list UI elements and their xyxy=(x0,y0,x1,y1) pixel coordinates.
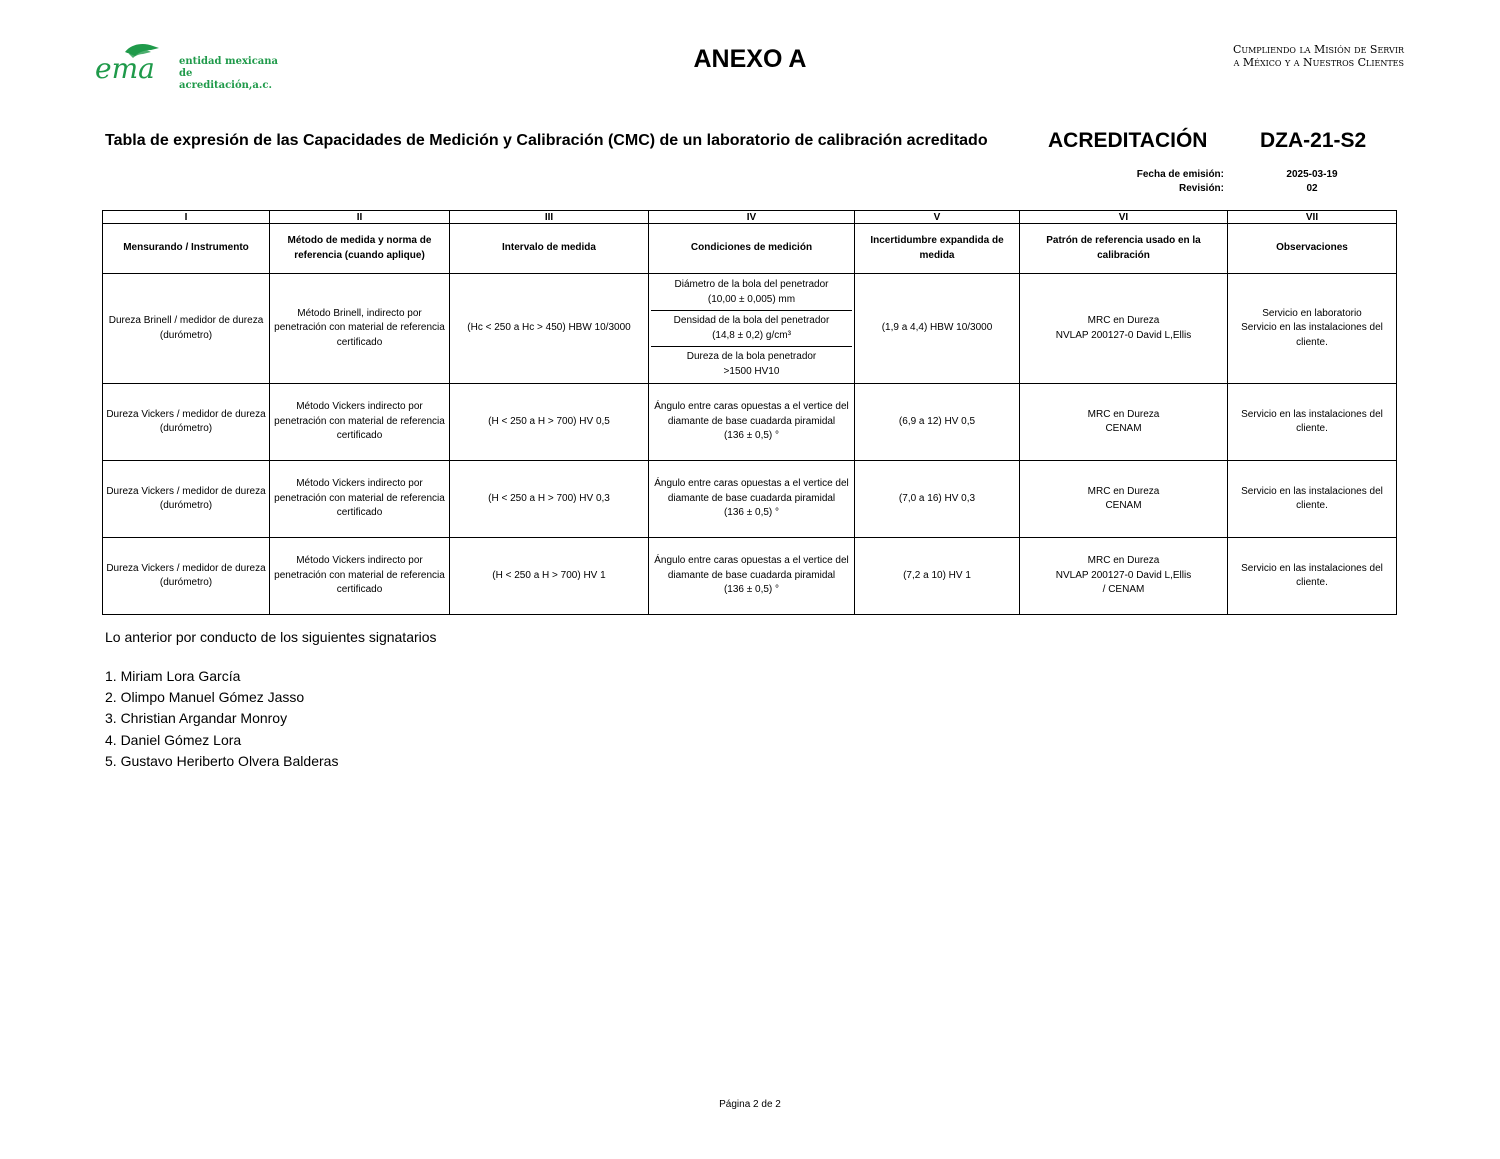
signatory-item: 1. Miriam Lora García xyxy=(105,668,241,684)
range-cell: (H < 250 a H > 700) HV 0,5 xyxy=(450,384,649,461)
conditions-cell: Ángulo entre caras opuestas a el vertice del diamante de base cuadarda piramidal (136 ± 0,5) ° xyxy=(649,461,855,538)
uncertainty-cell: (7,0 a 16) HV 0,3 xyxy=(855,461,1020,538)
signatory-item: 4. Daniel Gómez Lora xyxy=(105,731,242,748)
column-number: VI xyxy=(1020,211,1228,224)
column-number: VII xyxy=(1228,211,1397,224)
range-cell: (Hc < 250 a Hc > 450) HBW 10/3000 xyxy=(450,274,649,384)
issue-date-label: Fecha de emisión: xyxy=(1136,169,1224,180)
column-number: IV xyxy=(649,211,855,224)
logo-line-1: entidad mexicana xyxy=(179,56,279,67)
standard-cell: MRC en Dureza CENAM xyxy=(1020,384,1228,461)
method-cell: Método Vickers indirecto por penetración con material de referencia certificado xyxy=(270,384,450,461)
issue-date: 2025-03-19 xyxy=(1286,169,1338,180)
instrument-cell: Dureza Vickers / medidor de dureza (durómetro) xyxy=(103,461,270,538)
column-header: Mensurando / Instrumento xyxy=(103,224,270,274)
column-header: Intervalo de medida xyxy=(450,224,649,274)
standard-cell: MRC en Dureza NVLAP 200127-0 David L,Ellis / CENAM xyxy=(1020,538,1228,615)
instrument-cell: Dureza Brinell / medidor de dureza (durómetro) xyxy=(103,274,270,384)
page-number: Página 2 de 2 xyxy=(719,1099,781,1110)
notes-cell: Servicio en laboratorio Servicio en las instalaciones del cliente. xyxy=(1228,274,1397,384)
range-cell: (H < 250 a H > 700) HV 1 xyxy=(450,538,649,615)
instrument-cell: Dureza Vickers / medidor de dureza (durómetro) xyxy=(103,538,270,615)
method-cell: Método Vickers indirecto por penetración con material de referencia certificado xyxy=(270,538,450,615)
signatory-item: 3. Christian Argandar Monroy xyxy=(105,710,288,727)
column-number: III xyxy=(450,211,649,224)
notes-cell: Servicio en las instalaciones del cliente. xyxy=(1228,538,1397,615)
uncertainty-cell: (6,9 a 12) HV 0,5 xyxy=(855,384,1020,461)
conditions-cell: Ángulo entre caras opuestas a el vertice del diamante de base cuadarda piramidal (136 ± 0,5) ° xyxy=(649,384,855,461)
tagline xyxy=(1233,43,1404,69)
column-number: V xyxy=(855,211,1020,224)
conditions-cell: Ángulo entre caras opuestas a el vertice del diamante de base cuadarda piramidal (136 ± 0,5) ° xyxy=(649,538,855,615)
column-header: Método de medida y norma de referencia (cuando aplique) xyxy=(270,224,450,274)
document-title: Tabla de expresión de las Capacidades de Medición y Calibración (CMC) de un laboratorio de calibración acreditado xyxy=(105,132,988,149)
standard-cell: MRC en Dureza NVLAP 200127-0 David L,Ellis xyxy=(1020,274,1228,384)
uncertainty-cell: (7,2 a 10) HV 1 xyxy=(855,538,1020,615)
column-number: I xyxy=(103,211,270,224)
signatory-item: 5. Gustavo Heriberto Olvera Balderas xyxy=(105,752,339,769)
logo-line-2: de acreditación,a.c. xyxy=(179,68,272,91)
method-cell: Método Vickers indirecto por penetración con material de referencia certificado xyxy=(270,461,450,538)
cmc-table xyxy=(102,210,1397,615)
condition-item: Densidad de la bola del penetrador (14,8 ± 0,2) g/cm³ xyxy=(651,310,852,346)
notes-cell: Servicio en las instalaciones del cliente. xyxy=(1228,461,1397,538)
column-header: Condiciones de medición xyxy=(649,224,855,274)
signatories-intro: Lo anterior por conducto de los siguientes signatarios xyxy=(105,629,437,645)
tagline-line-2: a México y a Nuestros Clientes xyxy=(1233,56,1404,69)
table-row xyxy=(103,461,1397,538)
revision-label: Revisión: xyxy=(1178,183,1224,194)
column-header: Incertidumbre expandida de medida xyxy=(855,224,1020,274)
standard-cell: MRC en Dureza CENAM xyxy=(1020,461,1228,538)
table-row xyxy=(103,384,1397,461)
condition-item: Dureza de la bola penetrador >1500 HV10 xyxy=(651,346,852,382)
notes-cell: Servicio en las instalaciones del cliente. xyxy=(1228,384,1397,461)
table-roman-row xyxy=(103,211,1397,224)
tagline-line-1: Cumpliendo la Misión de Servir xyxy=(1232,43,1404,56)
column-number: II xyxy=(270,211,450,224)
uncertainty-cell: (1,9 a 4,4) HBW 10/3000 xyxy=(855,274,1020,384)
page-title: ANEXO A xyxy=(693,45,807,73)
column-header: Observaciones xyxy=(1228,224,1397,274)
revision-value: 02 xyxy=(1306,183,1318,194)
conditions-cell xyxy=(649,274,855,384)
instrument-cell: Dureza Vickers / medidor de dureza (durómetro) xyxy=(103,384,270,461)
table-row xyxy=(103,274,1397,384)
table-row xyxy=(103,538,1397,615)
method-cell: Método Brinell, indirecto por penetración con material de referencia certificado xyxy=(270,274,450,384)
signatories-list xyxy=(105,666,338,772)
table-header-row xyxy=(103,224,1397,274)
accreditation-code: DZA-21-S2 xyxy=(1260,129,1367,152)
range-cell: (H < 250 a H > 700) HV 0,3 xyxy=(450,461,649,538)
condition-item: Diámetro de la bola del penetrador (10,00 ± 0,005) mm xyxy=(674,279,829,305)
logo-mark-text: ema xyxy=(95,52,155,82)
signatory-item: 2. Olimpo Manuel Gómez Jasso xyxy=(105,689,305,706)
column-header: Patrón de referencia usado en la calibración xyxy=(1020,224,1228,274)
accreditation-label: ACREDITACIÓN xyxy=(1048,129,1208,152)
